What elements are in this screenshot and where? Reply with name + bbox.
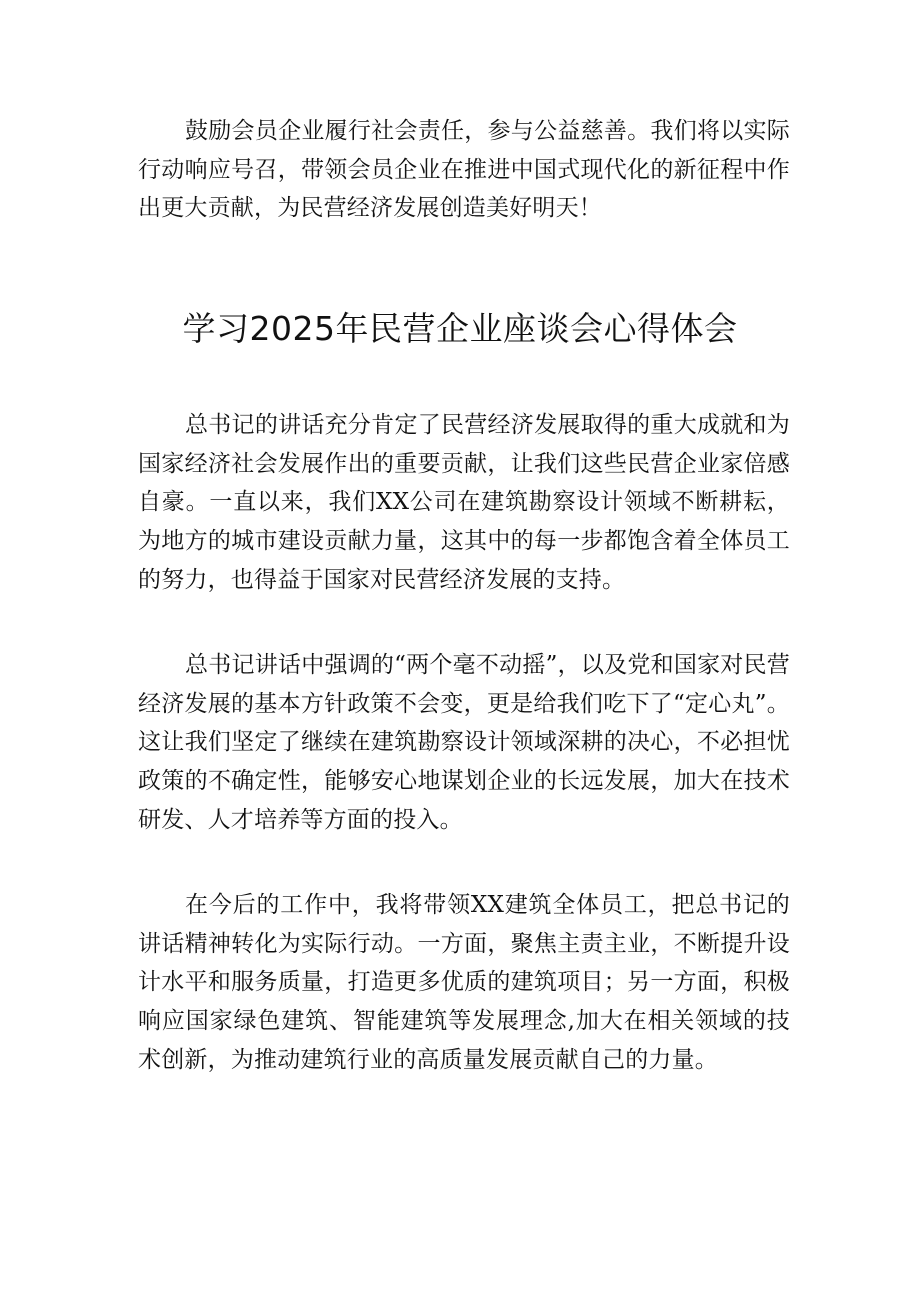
body-paragraph-3: 在今后的工作中，我将带领XX建筑全体员工，把总书记的讲话精神转化为实际行动。一方面，聚焦主责主业，不断提升设计水平和服务质量，打造更多优质的建筑项目；另一方面，积极响应国家绿色建筑、智能建筑等发展理念,加大在相关领域的技术创新，为推动建筑行业的高质量发展贡献自己的力量。 — [138, 892, 790, 1073]
body-paragraph-1: 总书记的讲话充分肯定了民营经济发展取得的重大成就和为国家经济社会发展作出的重要贡献，让我们这些民营企业家倍感自豪。一直以来，我们XX公司在建筑勘察设计领域不断耕耘，为地方的城市建设贡献力量，这其中的每一步都饱含着全体员工的努力，也得益于国家对民营经济发展的支持。 — [138, 412, 790, 593]
document-title: 学习2025年民营企业座谈会心得体会 — [182, 309, 738, 348]
intro-paragraph: 鼓励会员企业履行社会责任，参与公益慈善。我们将以实际行动响应号召，带领会员企业在推进中国式现代化的新征程中作出更大贡献，为民营经济发展创造美好明天！ — [138, 118, 790, 222]
body-paragraph-2: 总书记讲话中强调的“两个毫不动摇”，以及党和国家对民营经济发展的基本方针政策不会变，更是给我们吃下了“定心丸”。这让我们坚定了继续在建筑勘察设计领域深耕的决心，不必担忧政策的不确定性，能够安心地谋划企业的长远发展，加大在技术研发、人才培养等方面的投入。 — [138, 652, 790, 833]
